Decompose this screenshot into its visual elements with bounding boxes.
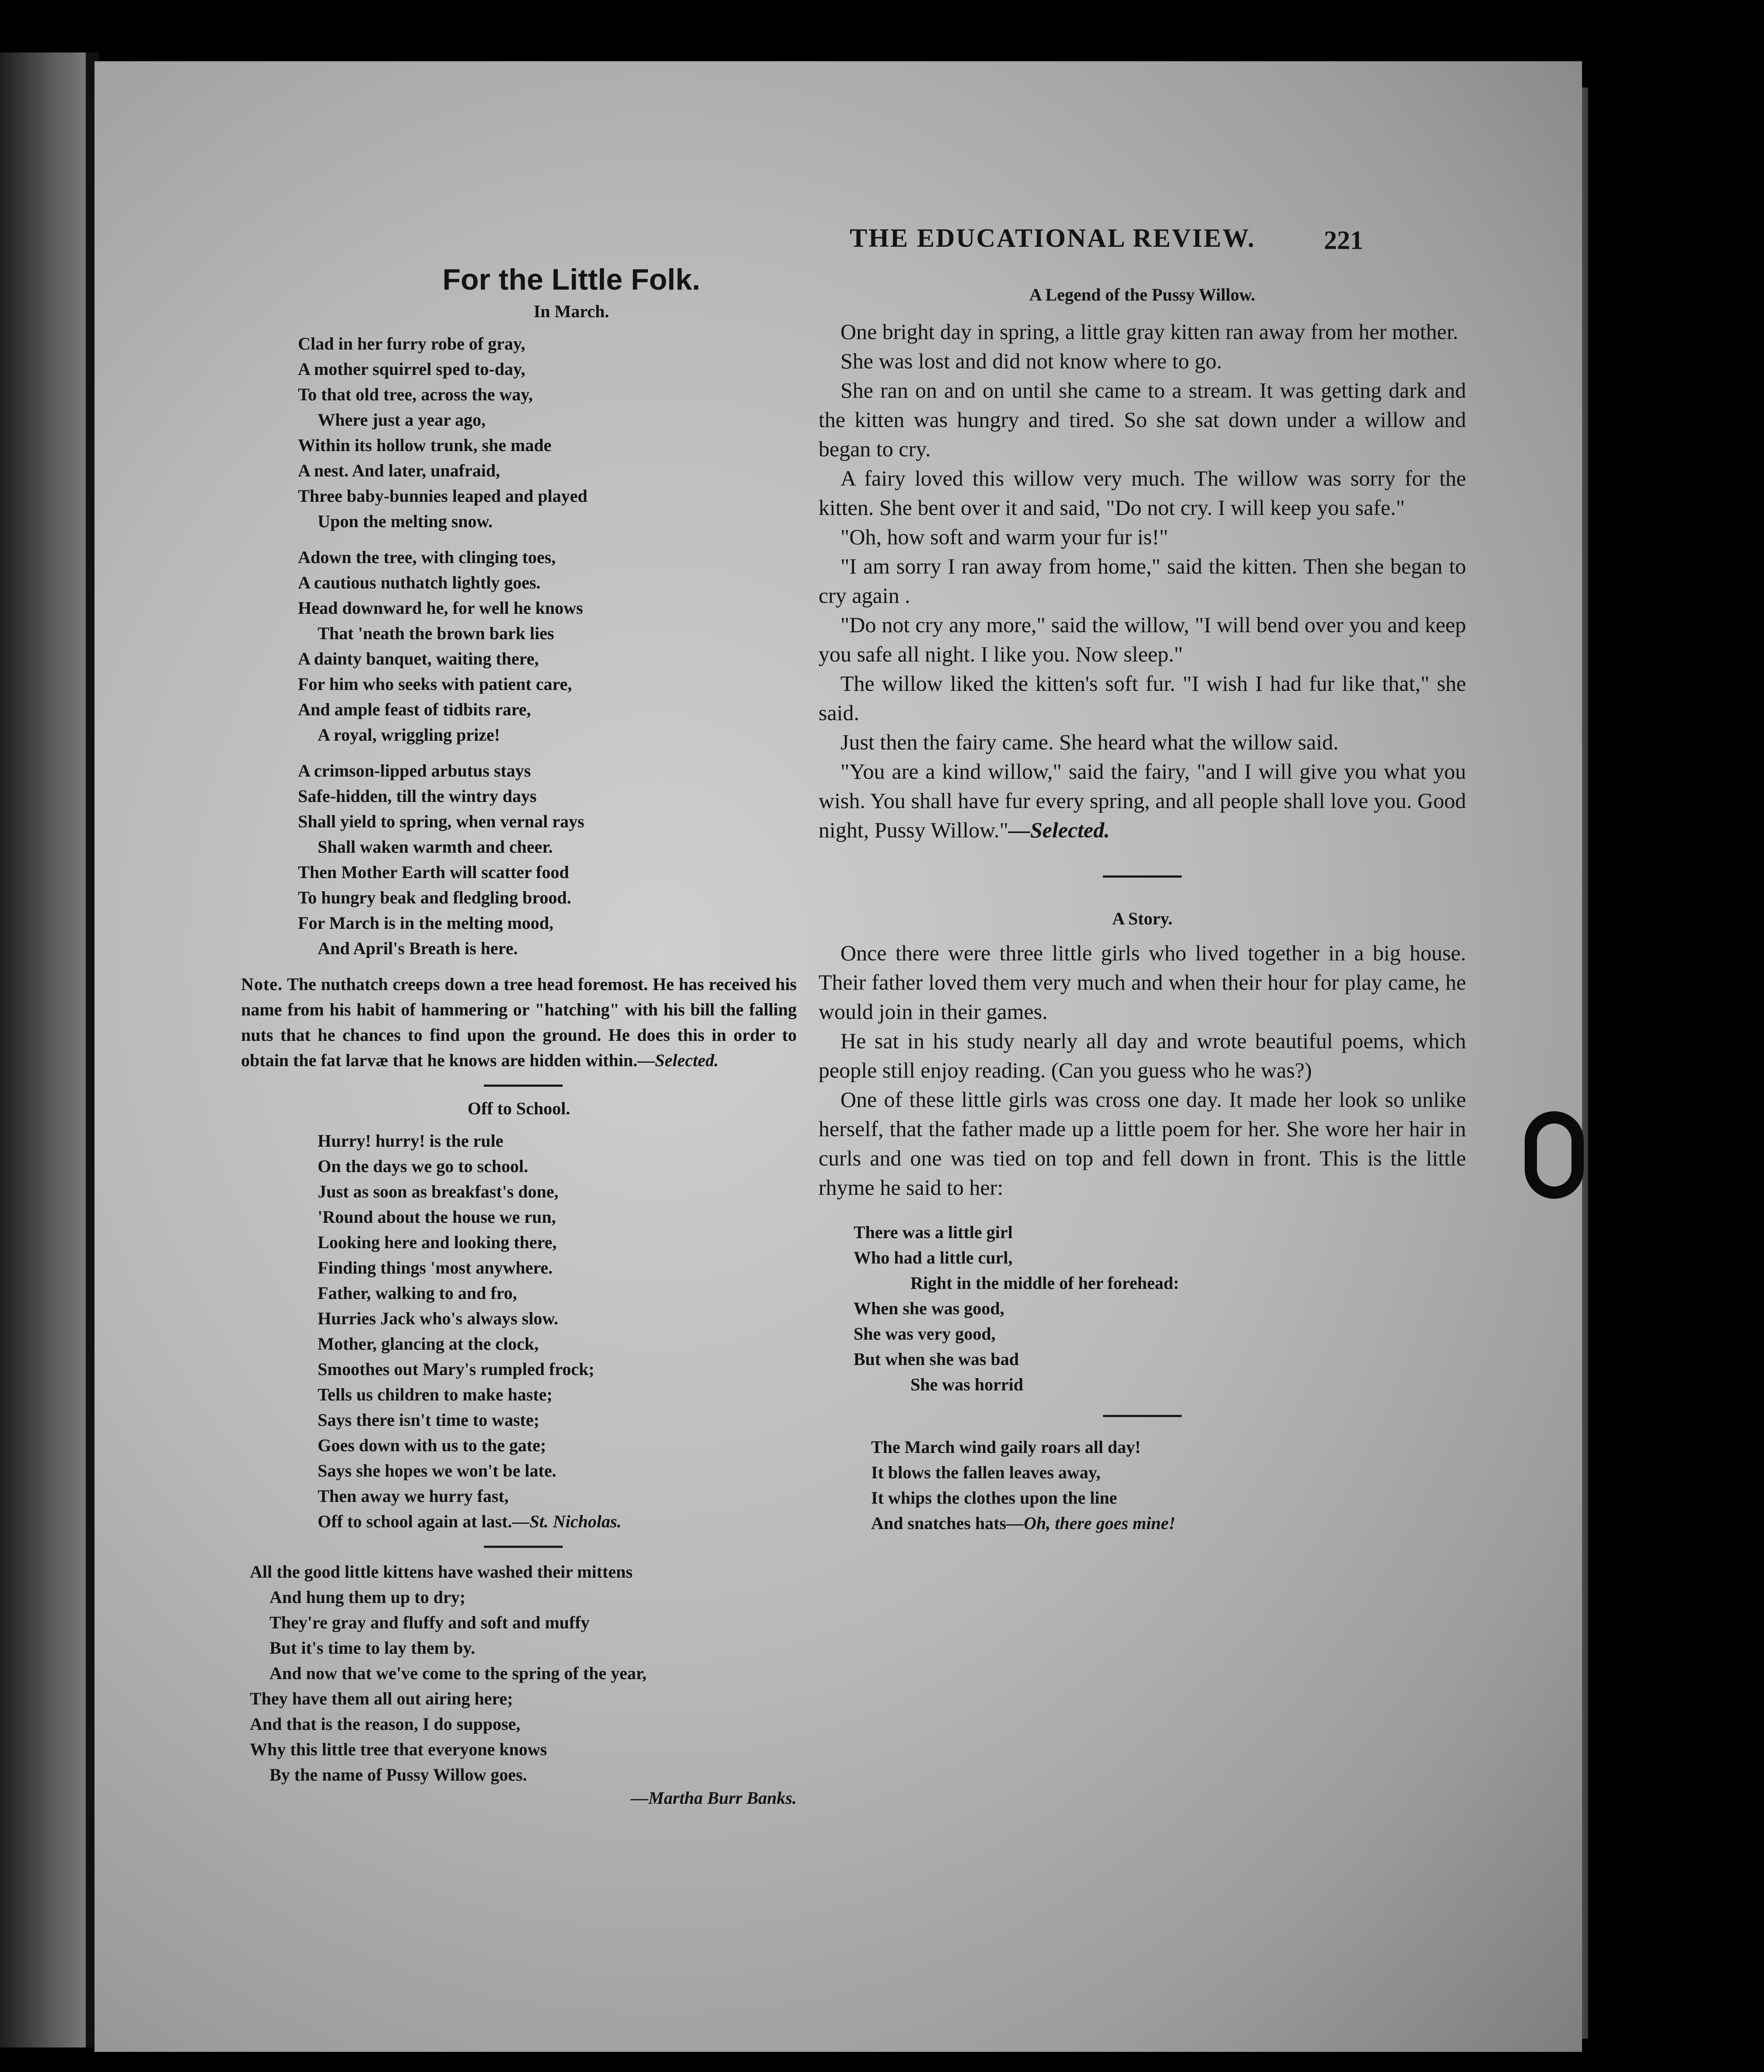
poem-line: Then Mother Earth will scatter food (298, 862, 569, 882)
poem-line: A crimson-lipped arbutus stays (298, 761, 531, 780)
curl-rhyme (854, 1220, 1466, 1397)
poem-line: To hungry beak and fledgling brood. (298, 888, 571, 907)
poem-line (871, 1511, 1466, 1536)
poem-credit: —Martha Burr Banks. (630, 1788, 797, 1808)
poem-line: Right in the middle of her forehead: (910, 1273, 1180, 1293)
poem-line-text: And snatches hats (871, 1513, 1006, 1533)
poem-line: Tells us children to make haste; (318, 1385, 553, 1404)
paragraph: She ran on and on until she came to a stream. It was getting dark and the kitten was hungry and tired. So she sat down under a willow and began to cry. (819, 378, 1466, 461)
poem-off-to-school (241, 1128, 902, 1534)
poem-line: Who had a little curl, (854, 1248, 1013, 1267)
poem-line: A royal, wriggling prize! (318, 725, 500, 745)
stanza (298, 331, 902, 534)
poem-line: Shall waken warmth and cheer. (318, 837, 553, 857)
poem-line: The March wind gaily roars all day! (871, 1437, 1141, 1457)
poem-line: And hung them up to dry; (270, 1587, 466, 1607)
paragraph: One bright day in spring, a little gray kitten ran away from her mother. (840, 319, 1459, 344)
poem-line: A dainty banquet, waiting there, (298, 649, 539, 668)
poem-line: A cautious nuthatch lightly goes. (298, 573, 541, 592)
poem-line: Father, walking to and fro, (318, 1283, 517, 1303)
poem-line: A mother squirrel sped to-day, (298, 359, 525, 379)
poem-line: Hurry! hurry! is the rule (318, 1131, 504, 1151)
poem-line: Hurries Jack who's always slow. (318, 1309, 559, 1328)
paragraph-text: "You are a kind willow," said the fairy, "and I will give you what you wish. You shall have fur every spring, and all people shall love you. Good night, Pussy Willow." (819, 759, 1466, 842)
journal-title: THE EDUCATIONAL REVIEW. (850, 224, 1256, 252)
paragraph: Just then the fairy came. She heard what the willow said. (840, 730, 1339, 754)
story-text (819, 938, 1466, 1202)
divider (484, 1085, 563, 1087)
paragraph: He sat in his study nearly all day and wrote beautiful poems, which people still enjoy reading. (Can you guess who he was?) (819, 1029, 1466, 1082)
poem-line: But it's time to lay them by. (270, 1638, 475, 1658)
poem-line: Within its hollow trunk, she made (298, 435, 552, 455)
poem-line: Then away we hurry fast, (318, 1486, 509, 1506)
paragraph: "Do not cry any more," said the willow, "I will bend over you and keep you safe all night. I like you. Now sleep." (819, 612, 1466, 666)
page-number: 221 (1324, 226, 1363, 255)
poem-line: 'Round about the house we run, (318, 1207, 556, 1227)
poem-line: She was very good, (854, 1324, 996, 1344)
divider (1103, 1415, 1182, 1417)
paragraph (819, 757, 1466, 845)
poem-title-in-march: In March. (533, 301, 609, 321)
poem-line: There was a little girl (854, 1222, 1013, 1242)
poem-line: All the good little kittens have washed their mittens (250, 1562, 633, 1582)
poem-line: To that old tree, across the way, (298, 385, 533, 404)
poem-line: It whips the clothes upon the line (871, 1488, 1117, 1508)
poem-line-italic: —Oh, there goes mine! (1006, 1513, 1176, 1533)
poem-line: Shall yield to spring, when vernal rays (298, 812, 584, 831)
poem-line: Says she hopes we won't be late. (318, 1461, 556, 1480)
legend-title: A Legend of the Pussy Willow. (1029, 285, 1256, 304)
poem-line: Looking here and looking there, (318, 1232, 557, 1252)
right-column (819, 284, 1466, 1536)
paragraph: "I am sorry I ran away from home," said the kitten. Then she began to cry again . (819, 554, 1466, 608)
facing-page-edge (0, 52, 88, 2048)
story-title: A Story. (1112, 909, 1172, 928)
footnote (241, 972, 797, 1073)
poem-line: And now that we've come to the spring of the year, (270, 1663, 647, 1683)
poem-line: Clad in her furry robe of gray, (298, 334, 525, 354)
stanza (298, 545, 902, 748)
poem-line: Smoothes out Mary's rumpled frock; (318, 1359, 595, 1379)
legend-text (819, 317, 1466, 845)
poem-line: When she was good, (854, 1298, 1004, 1318)
poem-line: That 'neath the brown bark lies (318, 623, 554, 643)
poem-line: A nest. And later, unafraid, (298, 461, 500, 480)
note-text: The nuthatch creeps down a tree head foremost. He has received his name from his habit of hammering or "hatching" with his bill the falling nuts that he chances to find upon the ground. He does this in order to obtain the fat larvæ that he knows are hidden within. (241, 974, 797, 1070)
divider (1103, 875, 1182, 878)
poem-line: Three baby-bunnies leaped and played (298, 486, 588, 506)
poem-line: Goes down with us to the gate; (318, 1435, 546, 1455)
poem-line: And April's Breath is here. (318, 938, 518, 958)
march-wind-poem (871, 1435, 1466, 1536)
poem-line: Upon the melting snow. (318, 511, 493, 531)
poem-line: For him who seeks with patient care, (298, 674, 572, 694)
poem-line: She was horrid (910, 1375, 1023, 1394)
poem-line: Mother, glancing at the clock, (318, 1334, 539, 1354)
paragraph: "Oh, how soft and warm your fur is!" (840, 525, 1169, 549)
poem-line-text: Off to school again at last. (318, 1512, 512, 1531)
poem-line: It blows the fallen leaves away, (871, 1463, 1101, 1482)
poem-in-march (241, 331, 902, 961)
scanned-page (94, 61, 1582, 2052)
paragraph: One of these little girls was cross one day. It made her look so unlike herself, that the father made up a little poem for her. She wore her hair in curls and one was tied on top and fell down in front. This is the little rhyme he said to her: (819, 1087, 1466, 1200)
poem-line: Finding things 'most anywhere. (318, 1258, 553, 1278)
poem-line: Adown the tree, with clinging toes, (298, 547, 556, 567)
poem-line: On the days we go to school. (318, 1156, 528, 1176)
section-title: For the Little Folk. (442, 263, 700, 296)
paragraph: She was lost and did not know where to go. (840, 349, 1222, 373)
paragraph: The willow liked the kitten's soft fur. "I wish I had fur like that," she said. (819, 671, 1466, 725)
poem-line: By the name of Pussy Willow goes. (270, 1765, 527, 1785)
divider (484, 1546, 563, 1548)
poem-title-off-to-school: Off to School. (467, 1099, 570, 1118)
poem-line (318, 1509, 902, 1534)
poem-line: Safe-hidden, till the wintry days (298, 786, 537, 806)
poem-line: And ample feast of tidbits rare, (298, 700, 531, 719)
poem-line: Says there isn't time to waste; (318, 1410, 539, 1430)
poem-line: They have them all out airing here; (250, 1689, 513, 1708)
paragraph: A fairy loved this willow very much. The willow was sorry for the kitten. She bent over it and said, "Do not cry. I will keep you safe." (819, 466, 1466, 520)
poem-line: For March is in the melting mood, (298, 913, 554, 933)
stanza (298, 758, 902, 961)
paragraph: Once there were three little girls who lived together in a big house. Their father loved them very much and when their hour for play came, he would join in their games. (819, 941, 1466, 1024)
poem-line: Where just a year ago, (318, 410, 486, 430)
poem-line: And that is the reason, I do suppose, (250, 1714, 521, 1734)
poem-line: Why this little tree that everyone knows (250, 1740, 547, 1759)
poem-kittens (241, 1559, 902, 1788)
poem-credit: —St. Nicholas. (512, 1512, 622, 1531)
legend-credit: —Selected. (1008, 818, 1110, 842)
poem-line: Just as soon as breakfast's done, (318, 1182, 559, 1201)
binder-clip-shadow (1525, 1111, 1584, 1199)
note-label: Note. (241, 974, 283, 994)
poem-line: But when she was bad (854, 1349, 1019, 1369)
note-credit: —Selected. (637, 1050, 719, 1070)
left-column (241, 262, 902, 1808)
poem-line: They're gray and fluffy and soft and muffy (270, 1613, 590, 1632)
poem-line: Head downward he, for well he knows (298, 598, 583, 618)
